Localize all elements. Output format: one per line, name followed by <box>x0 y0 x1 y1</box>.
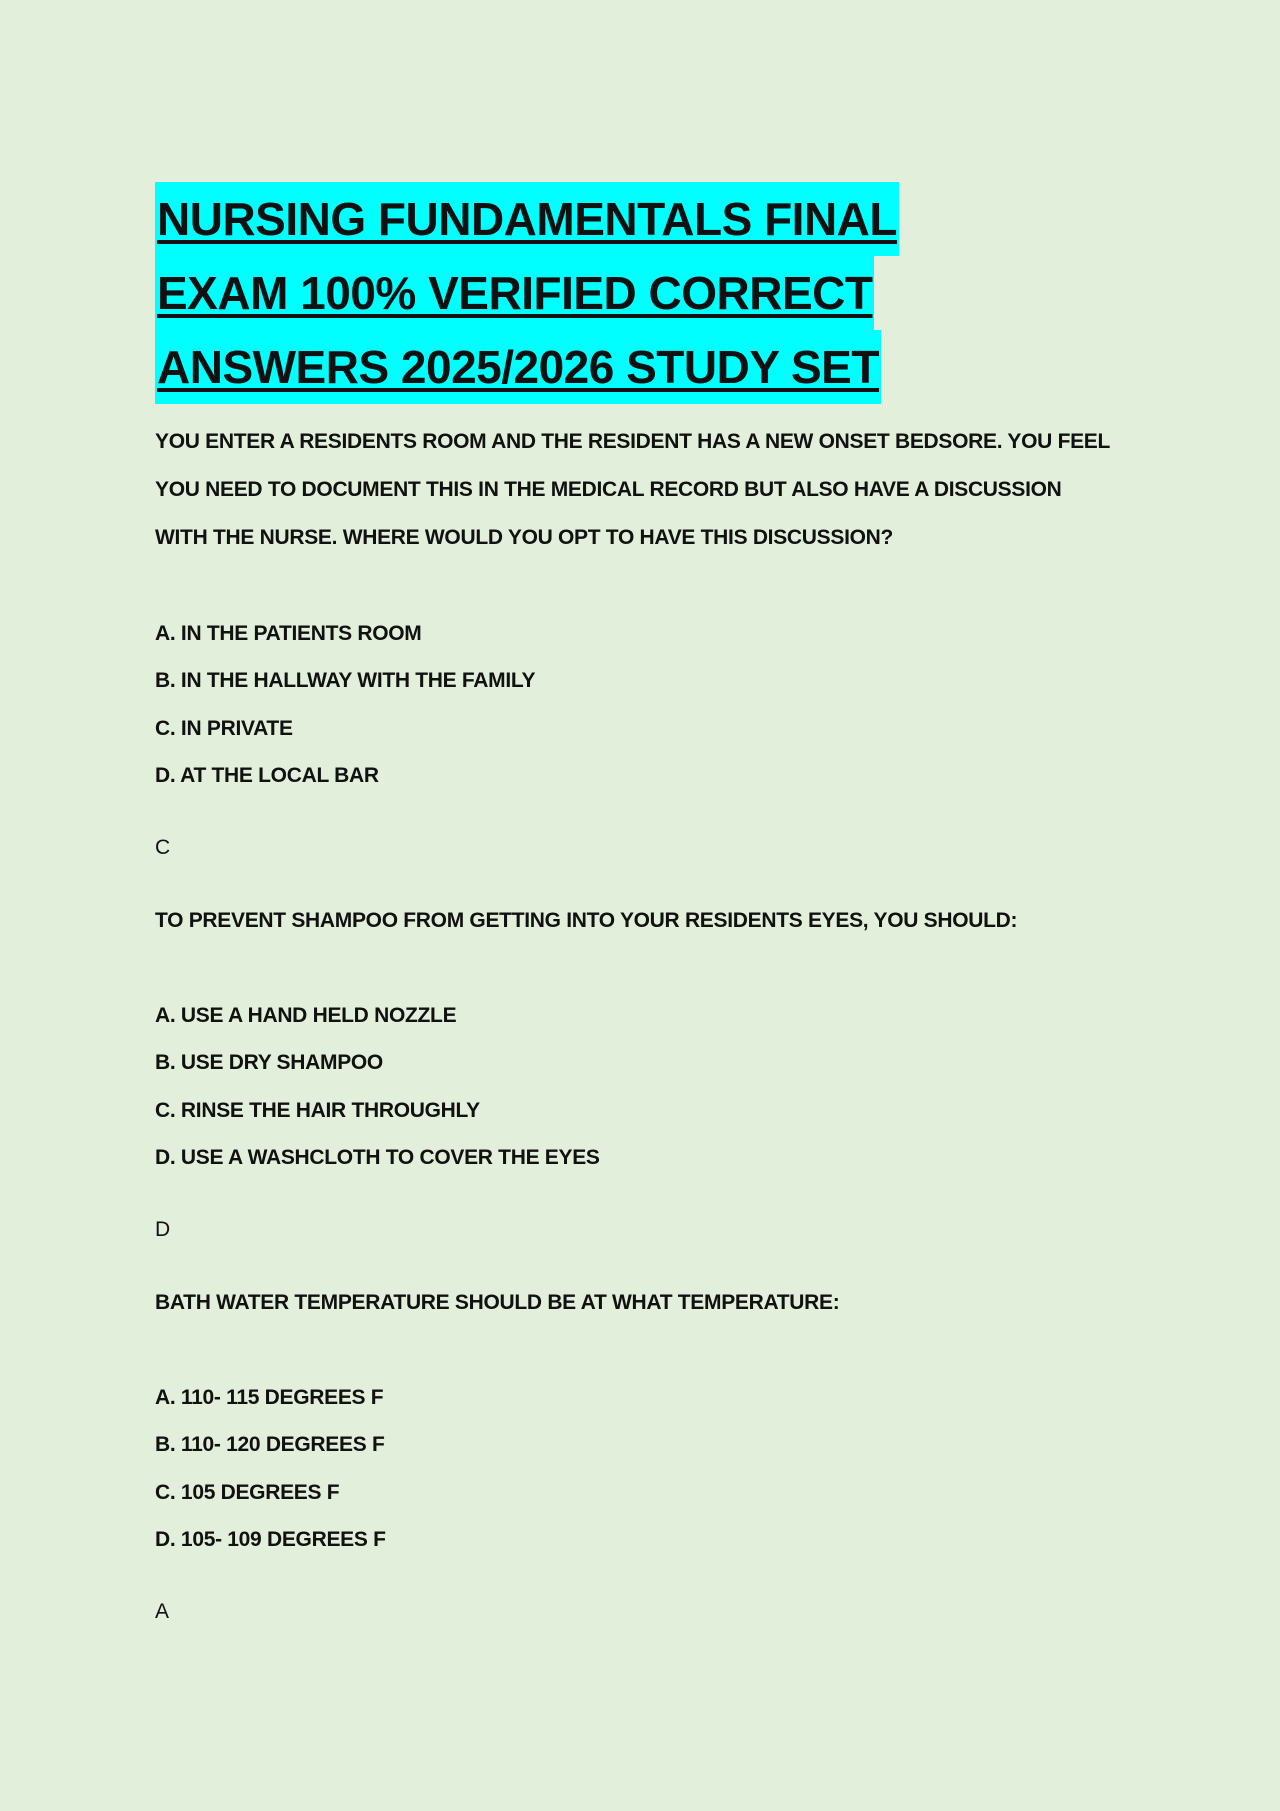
question-3-answer: A <box>155 1600 170 1623</box>
title-line: ANSWERS 2025/2026 STUDY SET <box>155 330 881 404</box>
question-1-text: YOU ENTER A RESIDENTS ROOM AND THE RESIDENT HAS A NEW ONSET BEDSORE. YOU FEEL YOU NEED TO DOCUMENT THIS IN THE MEDICAL RECORD BUT ALSO HAVE A DISCUSSION WITH THE NURSE. WHERE WOULD YOU OPT TO HAVE THIS DISCUSSION? <box>155 430 1110 549</box>
option-c: C. 105 DEGREES F <box>155 1480 340 1504</box>
question-2-options <box>155 992 600 1181</box>
question-1-answer: C <box>155 836 171 859</box>
option-b: B. 110- 120 DEGREES F <box>155 1433 385 1457</box>
option-b: B. IN THE HALLWAY WITH THE FAMILY <box>155 669 536 693</box>
question-3-text: BATH WATER TEMPERATURE SHOULD BE AT WHAT TEMPERATURE: <box>155 1291 840 1314</box>
option-d: D. USE A WASHCLOTH TO COVER THE EYES <box>155 1145 600 1169</box>
question-2-answer: D <box>155 1218 171 1241</box>
question-2-text: TO PREVENT SHAMPOO FROM GETTING INTO YOUR RESIDENTS EYES, YOU SHOULD: <box>155 909 1018 932</box>
option-c: C. RINSE THE HAIR THROUGHLY <box>155 1098 480 1122</box>
question-1-options <box>155 610 535 799</box>
option-c: C. IN PRIVATE <box>155 716 293 740</box>
option-a: A. IN THE PATIENTS ROOM <box>155 622 422 645</box>
title-line: EXAM 100% VERIFIED CORRECT <box>155 256 874 330</box>
option-a: A. USE A HAND HELD NOZZLE <box>155 1004 457 1027</box>
document-title <box>155 182 1135 404</box>
option-b: B. USE DRY SHAMPOO <box>155 1051 383 1075</box>
option-a: A. 110- 115 DEGREES F <box>155 1386 384 1409</box>
title-line: NURSING FUNDAMENTALS FINAL <box>155 182 899 256</box>
option-d: D. AT THE LOCAL BAR <box>155 763 379 787</box>
option-d: D. 105- 109 DEGREES F <box>155 1527 386 1551</box>
question-3-options <box>155 1374 386 1563</box>
